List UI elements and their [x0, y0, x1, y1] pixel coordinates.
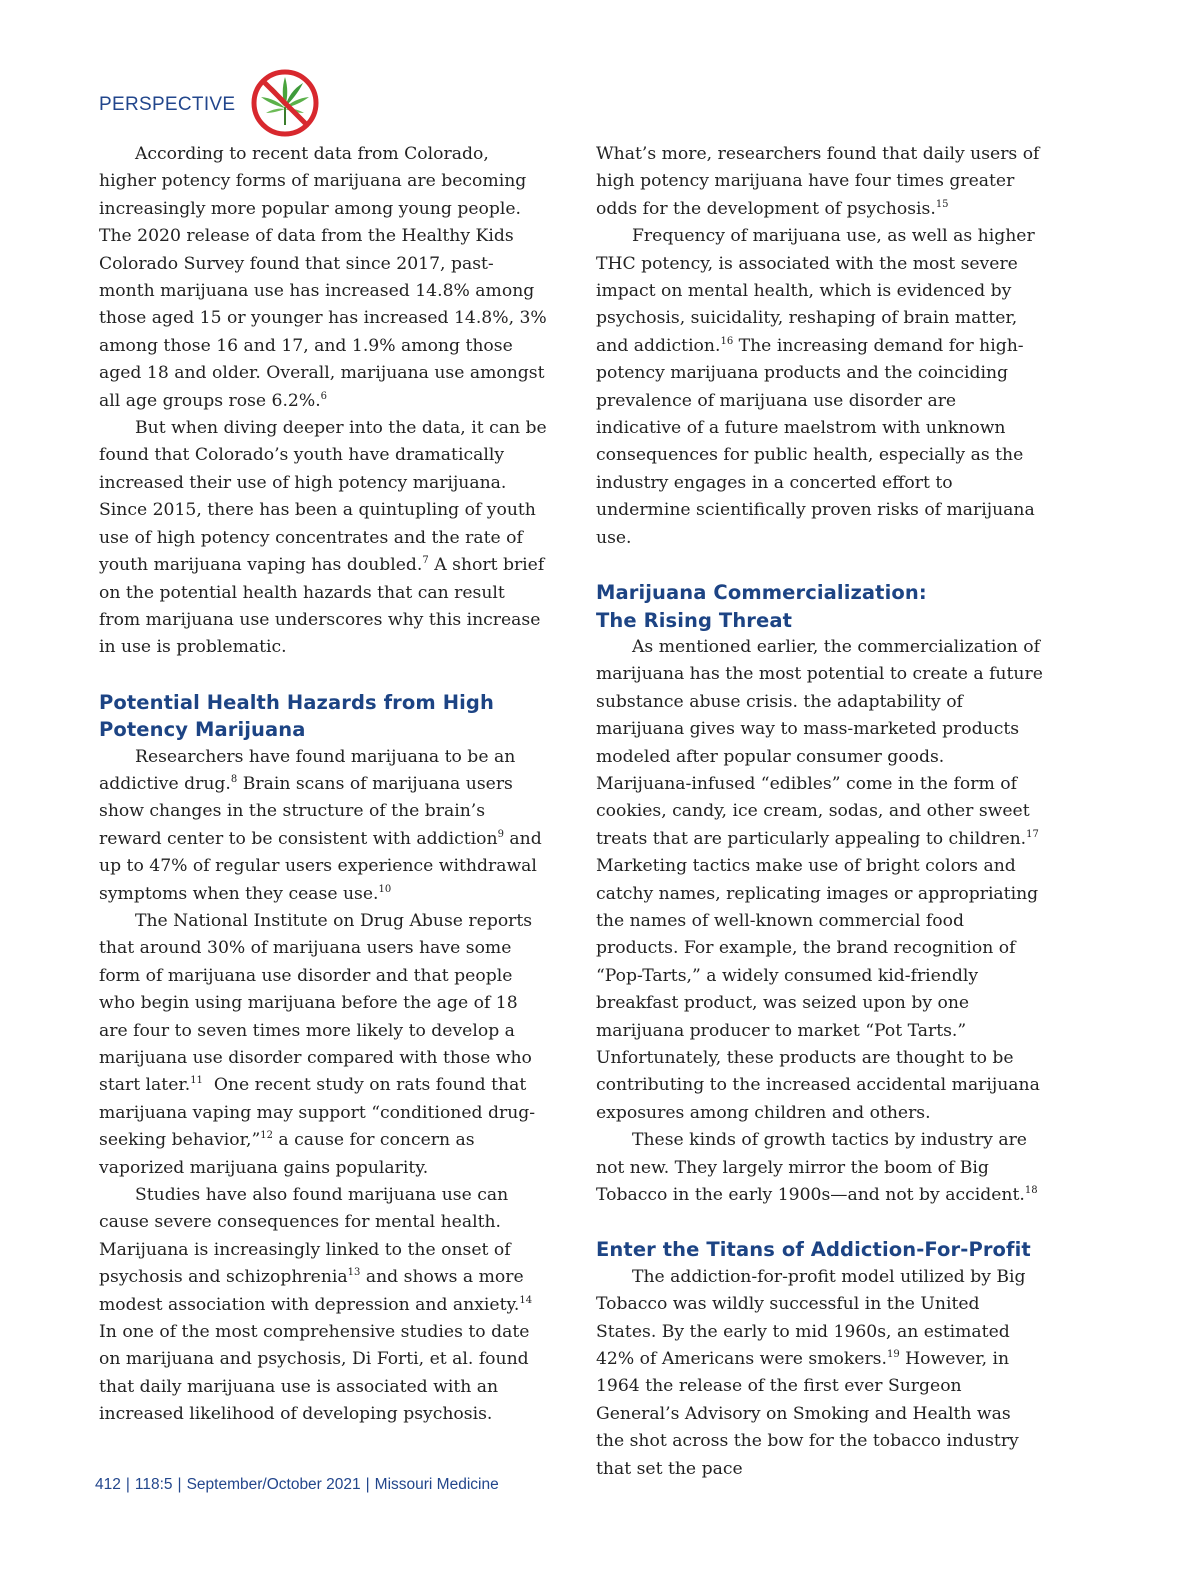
no-marijuana-icon [249, 67, 321, 139]
paragraph-text: According to recent data from Colorado, higher potency forms of marijuana are becoming increasingly more popular among young people. The 2020 release of data from the Healthy Kids Colorado Survey found that since 2017, past-month marijuana use has increased 14.8% among those aged 15 or younger has increased 14.8%, 3% among those 16 and 17, and 1.9% among those aged 18 and older. Overall, marijuana use amongst all age groups rose 6.2%. [99, 144, 547, 411]
heading-line: Marijuana Commercialization: [596, 581, 927, 605]
issue-date: September/October 2021 [186, 1476, 361, 1493]
paragraph-text: As mentioned earlier, the commercialization of marijuana has the most potential to create a future substance abuse crisis. the adaptability of marijuana gives way to mass-marketed products modeled after popular consumer goods. Marijuana-infused “edibles” come in the form of cookies, candy, ice cream, sodas, and other sweet treats that are particularly appealing to children. [596, 636, 1043, 849]
footnote-ref: 10 [378, 883, 392, 895]
page-number: 412 [95, 1476, 121, 1493]
paragraph-text: Researchers have found marijuana to be an addictive drug. [99, 746, 516, 794]
paragraph-text: In one of the most comprehensive studies to date on marijuana and psychosis, Di Forti, et al. found that daily marijuana use is associated with an increased likelihood of developing psychosis. [99, 1322, 530, 1425]
paragraph-text: Brain scans of marijuana users show changes in the structure of the brain’s reward center to be consistent with addiction [99, 773, 513, 849]
paragraph-text: What’s more, researchers found that daily users of high potency marijuana have four times greater odds for the development of psychosis. [596, 144, 1040, 219]
paragraph [99, 141, 547, 415]
paragraph-text: Marketing tactics make use of bright colors and catchy names, replicating images or appropriating the names of well-known commercial food products. For example, the brand recognition of “Pop-Tarts,” a widely consumed kid-friendly breakfast product, was seized upon by one marijuana producer to market “Pot Tarts.” Unfortunately, these products are thought to be contributing to the increased accidental marijuana exposures among children and others. [596, 856, 1040, 1123]
section-label: PERSPECTIVE [99, 94, 236, 115]
paragraph [99, 415, 547, 662]
page-header [99, 68, 321, 138]
footer-separator: | [177, 1476, 182, 1493]
paragraph [99, 744, 547, 908]
section-heading [596, 579, 1044, 634]
footnote-ref: 6 [320, 390, 328, 402]
paragraph [596, 1127, 1044, 1209]
footnote-ref: 19 [886, 1349, 900, 1361]
footnote-ref: 12 [260, 1130, 273, 1142]
paragraph-text: A short brief on the potential health hazards that can result from marijuana use underscores why this increase in use is problematic. [99, 555, 545, 658]
heading-line: The Rising Threat [596, 608, 793, 632]
paragraph-text: Frequency of marijuana use, as well as higher THC potency, is associated with the most severe impact on mental health, which is evidenced by psychosis, suicidality, reshaping of brain matter, and addiction. [596, 226, 1035, 356]
paragraph-text: The National Institute on Drug Abuse reports that around 30% of marijuana users have some form of marijuana use disorder and that people who begin using marijuana before the age of 18 are four to seven times more likely to develop a marijuana use disorder compared with those who start later. [99, 910, 533, 1096]
paragraph [596, 1264, 1044, 1483]
paragraph [596, 634, 1044, 1127]
paragraph-text: Studies have also found marijuana use can cause severe consequences for mental health. Marijuana is increasingly linked to the onset of psychosis and schizophrenia [99, 1185, 511, 1288]
paragraph-text: But when diving deeper into the data, it can be found that Colorado’s youth have dramatically increased their use of high potency marijuana. Since 2015, there has been a quintupling of youth use of high potency concentrates and the rate of youth marijuana vaping has doubled. [99, 418, 547, 576]
paragraph-text: These kinds of growth tactics by industry are not new. They largely mirror the boom of Big Tobacco in the early 1900s—and not by accident. [596, 1130, 1027, 1206]
footnote-ref: 11 [190, 1075, 203, 1087]
paragraph-text: However, in 1964 the release of the first ever Surgeon General’s Advisory on Smoking and Health was the shot across the bow for the tobacco industry that set the pace [596, 1349, 1019, 1479]
paragraph-text: a cause for concern as vaporized marijuana gains popularity. [99, 1130, 475, 1178]
page-footer [95, 1476, 499, 1494]
section-heading: Enter the Titans of Addiction-For-Profit [596, 1238, 1031, 1262]
paragraph-text: One recent study on rats found that marijuana vaping may support “conditioned drug-seeking behavior,” [99, 1075, 536, 1151]
paragraph [99, 1182, 547, 1429]
footnote-ref: 17 [1026, 828, 1039, 840]
footnote-ref: 15 [935, 198, 949, 210]
footer-separator: | [365, 1476, 370, 1493]
footer-separator: | [125, 1476, 130, 1493]
right-column [596, 141, 1044, 1483]
paragraph-text: The addiction-for-profit model utilized by Big Tobacco was wildly successful in the United States. By the early to mid 1960s, an estimated 42% of Americans were smokers. [596, 1266, 1026, 1370]
journal-name: Missouri Medicine [374, 1476, 499, 1493]
paragraph [99, 908, 547, 1182]
footnote-ref: 18 [1024, 1185, 1038, 1197]
paragraph-text: and up to 47% of regular users experience withdrawal symptoms when they cease use. [99, 828, 542, 904]
footnote-ref: 7 [422, 555, 429, 567]
paragraph [596, 223, 1044, 552]
paragraph [596, 141, 1044, 223]
volume-issue: 118:5 [134, 1476, 173, 1493]
section-heading: Potential Health Hazards from High Potency Marijuana [99, 690, 494, 742]
paragraph-text: The increasing demand for high-potency marijuana products and the coinciding prevalence of marijuana use disorder are indicative of a future maelstrom with unknown consequences for public health, especially as the industry engages in a concerted effort to undermine scientifically proven risks of marijuana use. [596, 335, 1035, 548]
footnote-ref: 14 [519, 1294, 533, 1306]
paragraph-text: and shows a more modest association with depression and anxiety. [99, 1267, 524, 1315]
footnote-ref: 8 [230, 773, 238, 785]
footnote-ref: 9 [497, 828, 504, 840]
left-column [99, 141, 547, 1429]
footnote-ref: 13 [347, 1267, 361, 1279]
footnote-ref: 16 [720, 335, 734, 347]
